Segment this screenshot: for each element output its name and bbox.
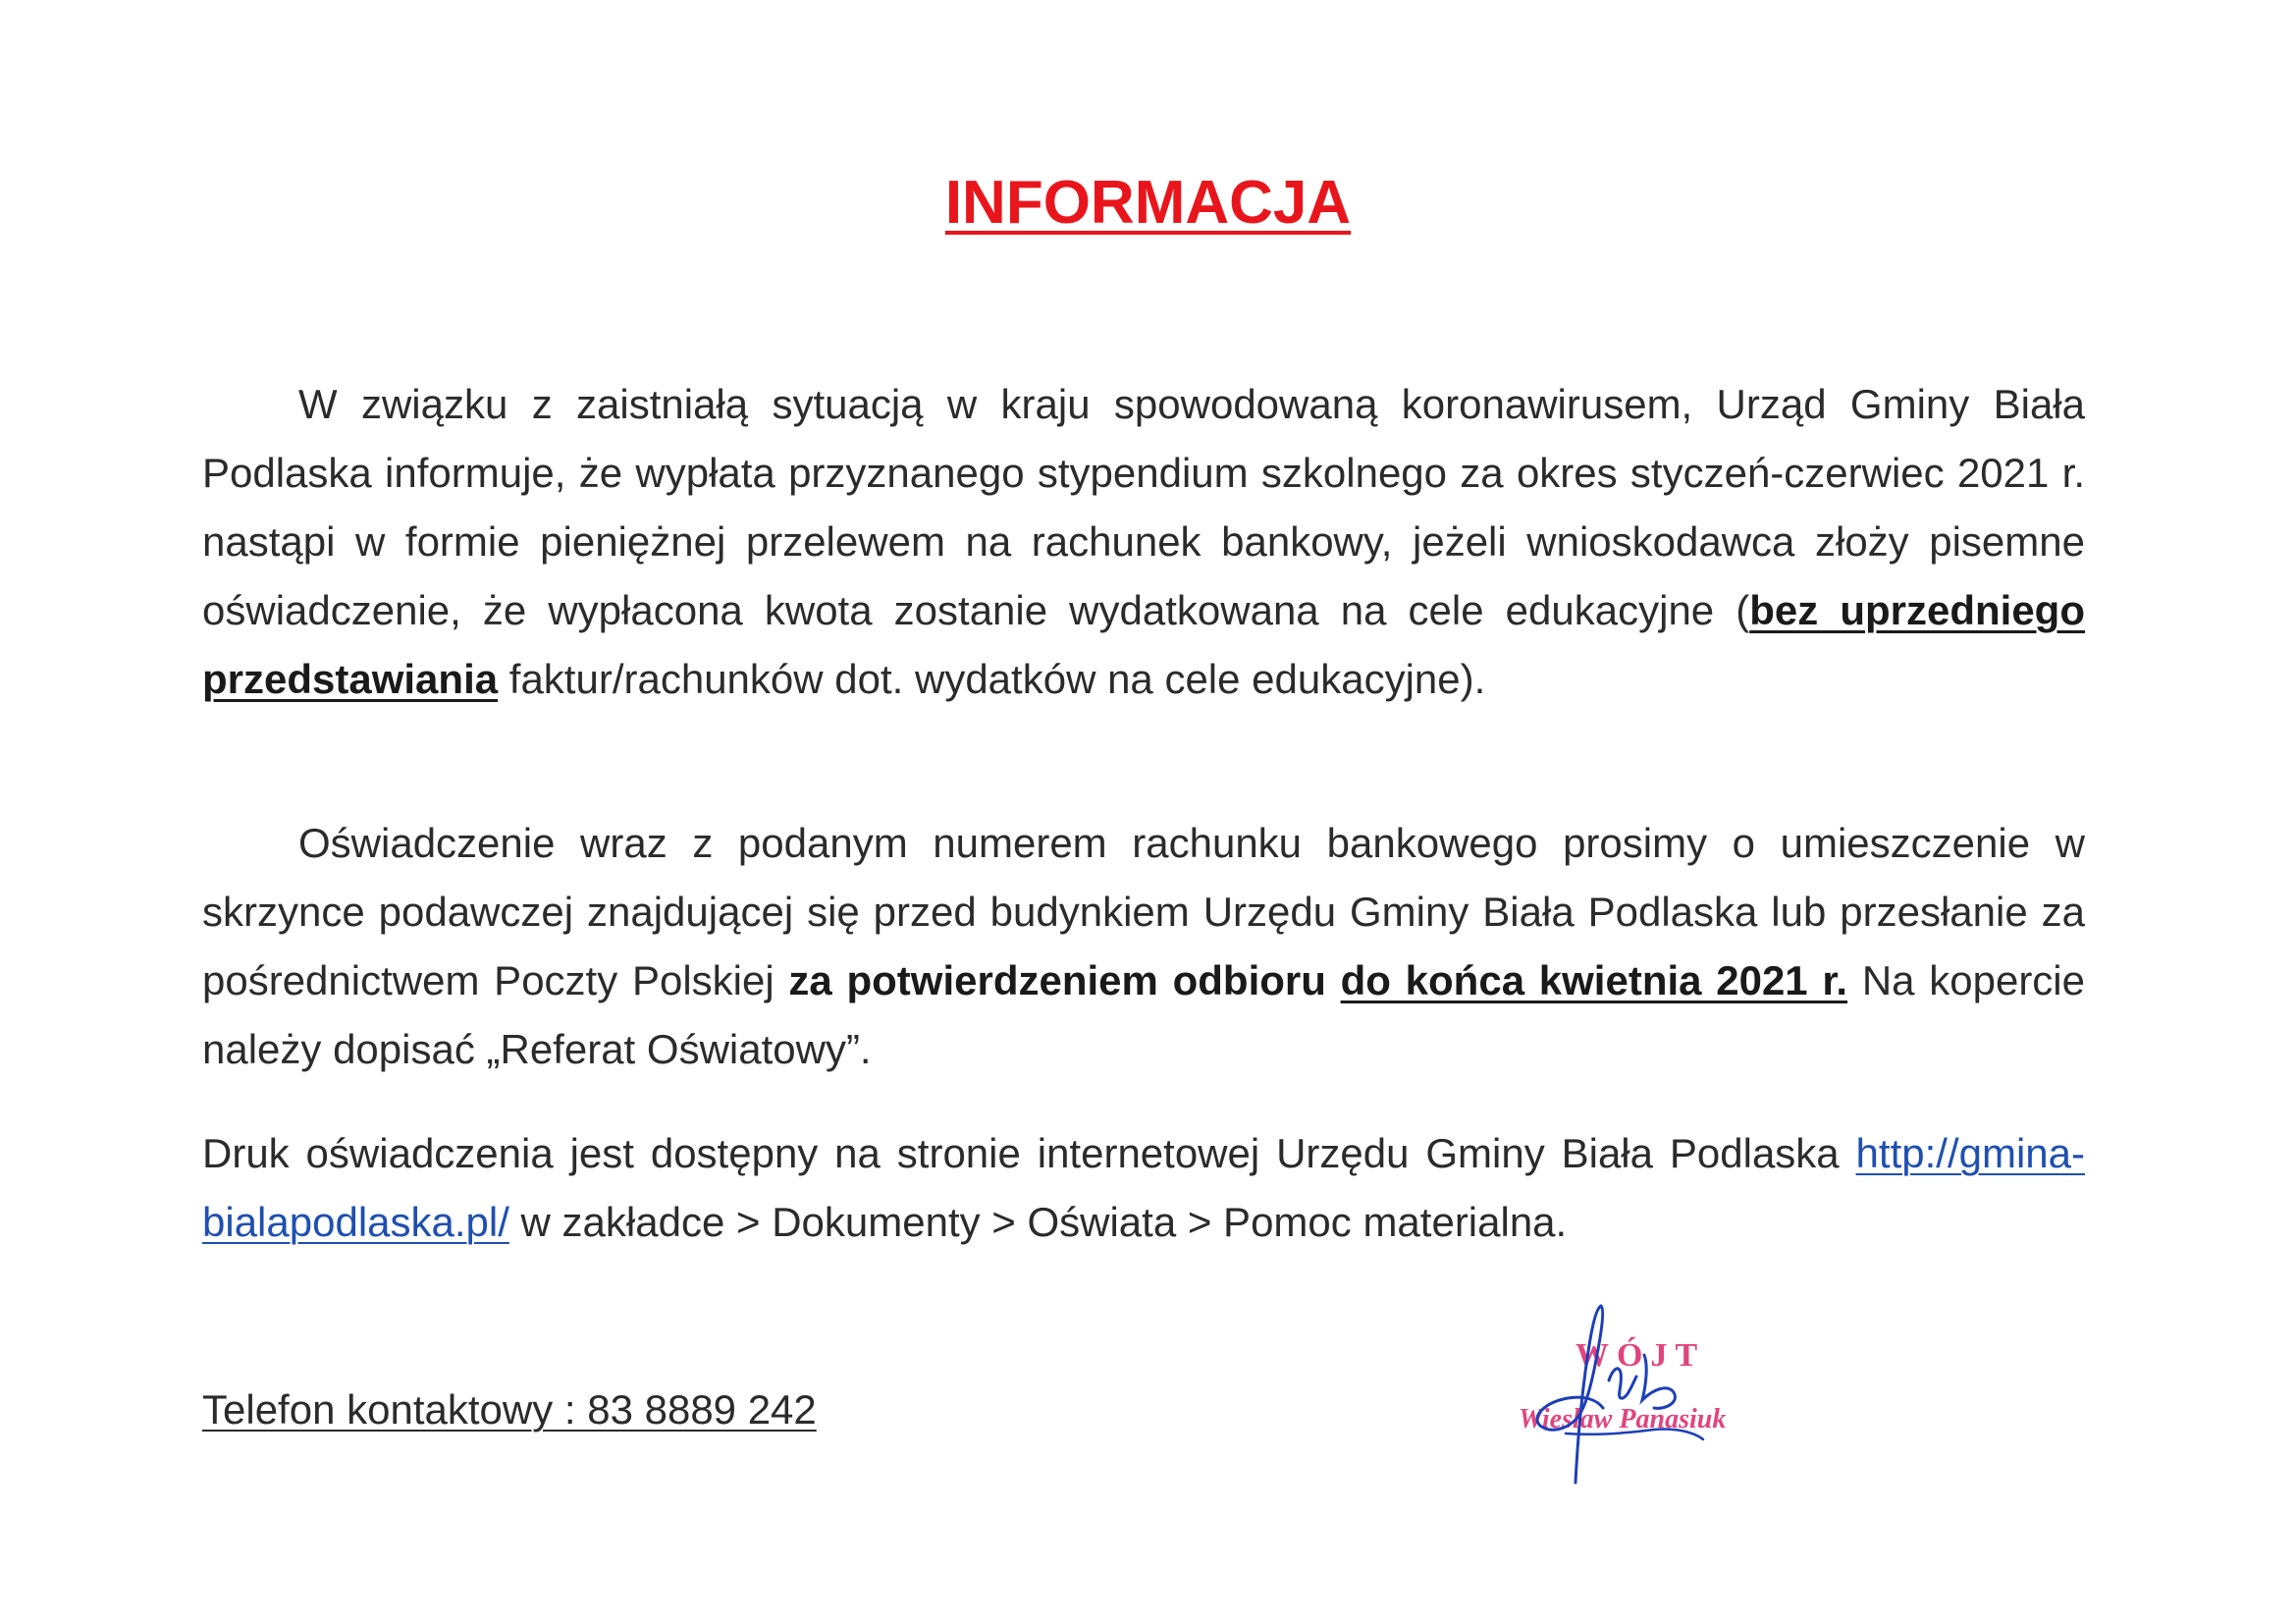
document-title-text: INFORMACJA	[944, 169, 1352, 237]
paragraph-form-download	[202, 1119, 2085, 1257]
paragraph1-text-start: W związku z zaistniałą sytuacją w kraju spowodowaną koronawirusem, Urząd Gminy Biała Podlaska informuje, że wypłata przyznanego stypendium szkolnego za okres styczeń-czerwiec 2021 r. nastąpi w formie pieniężnej przelewem na rachunek bankowy, jeżeli wnioskodawca złoży pisemne oświadczenie, że wypłacona kwota zostanie wydatkowana na cele edukacyjne (	[202, 381, 2085, 633]
paragraph-submission-info	[202, 809, 2085, 1084]
paragraph3-text-end: w zakładce > Dokumenty > Oświata > Pomoc materialna.	[508, 1199, 1568, 1245]
paragraph-stipend-info	[202, 370, 2085, 714]
paragraph1-text-end: faktur/rachunków dot. wydatków na cele edukacyjne).	[498, 656, 1486, 702]
paragraph2-text-end: Na kopercie należy dopisać „Referat Oświatowy”.	[202, 957, 2085, 1072]
paragraph1-emphasis: bez uprzedniego przedstawiania	[202, 587, 2085, 702]
official-stamp	[1507, 1286, 1762, 1502]
document-title	[0, 167, 2296, 240]
paragraph3-text-start: Druk oświadczenia jest dostępny na stronie internetowej Urzędu Gminy Biała Podlaska	[202, 1130, 1856, 1176]
paragraph2-text-start: Oświadczenie wraz z podanym numerem rachunku bankowego prosimy o umieszczenie w skrzynce podawczej znajdującej się przed budynkiem Urzędu Gminy Biała Podlaska lub przesłanie za pośrednictwem Poczty Polskiej	[202, 820, 2085, 1003]
stamp-title: WÓJT	[1575, 1337, 1706, 1374]
website-link[interactable]: http://gmina-bialapodlaska.pl/	[202, 1130, 2085, 1245]
paragraph2-deadline: do końca kwietnia 2021 r.	[1340, 957, 1848, 1003]
handwritten-signature	[1507, 1286, 1762, 1502]
paragraph2-bold: za potwierdzeniem odbioru	[788, 957, 1341, 1003]
contact-phone: Telefon kontaktowy : 83 8889 242	[202, 1386, 817, 1433]
stamp-name: Wiesław Panasiuk	[1519, 1404, 1727, 1434]
